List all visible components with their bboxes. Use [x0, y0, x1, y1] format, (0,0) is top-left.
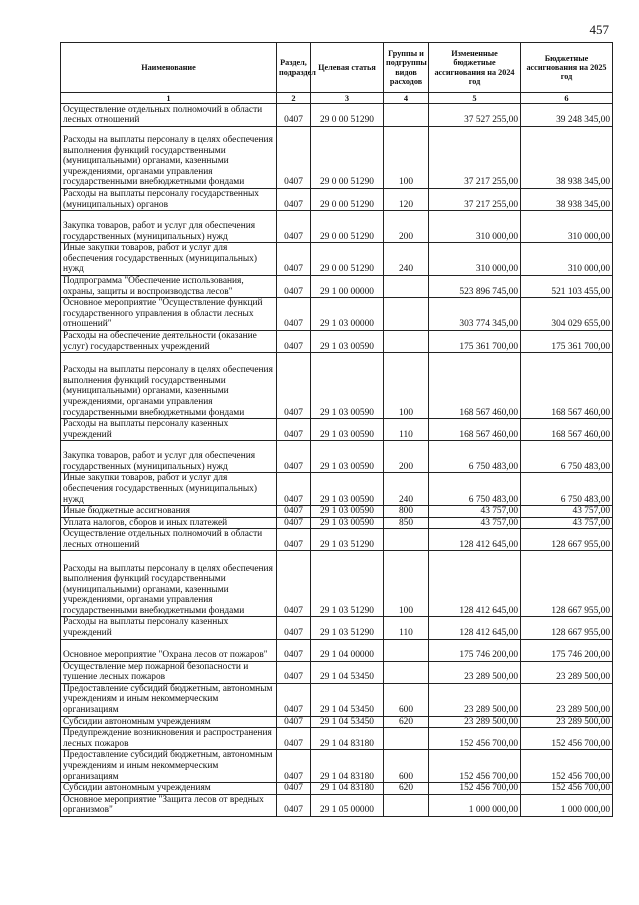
row-name: Подпрограмма "Обеспечение использования, охраны, защиты и воспроизводства лесов" [61, 275, 277, 297]
row-name: Основное мероприятие "Защита лесов от вредных организмов" [61, 794, 277, 816]
row-amount-2024: 303 774 345,00 [429, 298, 521, 331]
row-name: Основное мероприятие "Охрана лесов от пожаров" [61, 639, 277, 661]
row-group: 240 [384, 473, 429, 506]
row-amount-2024: 152 456 700,00 [429, 783, 521, 795]
table-header-row [61, 43, 613, 93]
table-row [61, 728, 613, 750]
row-target: 29 1 03 00590 [311, 441, 384, 473]
row-amount-2025: 128 667 955,00 [521, 617, 613, 639]
row-target: 29 1 03 00000 [311, 298, 384, 331]
row-amount-2024: 152 456 700,00 [429, 728, 521, 750]
row-name: Расходы на выплаты персоналу казенных учреждений [61, 617, 277, 639]
header-amended-2024: Измененные бюджетные ассигнования на 2024 год [429, 43, 521, 93]
row-group: 110 [384, 617, 429, 639]
row-target: 29 1 04 53450 [311, 716, 384, 728]
table-row [61, 419, 613, 441]
table-row [61, 275, 613, 297]
row-section: 0407 [277, 211, 311, 243]
row-name: Субсидии автономным учреждениям [61, 783, 277, 795]
row-amount-2025: 310 000,00 [521, 211, 613, 243]
row-name: Расходы на выплаты персоналу государственных (муниципальных) органов [61, 189, 277, 211]
row-amount-2024: 23 289 500,00 [429, 683, 521, 716]
table-row [61, 330, 613, 352]
row-amount-2025: 43 757,00 [521, 517, 613, 529]
row-section: 0407 [277, 716, 311, 728]
row-group [384, 661, 429, 683]
row-amount-2024: 23 289 500,00 [429, 661, 521, 683]
header-groups: Группы и подгруппы видов расходов [384, 43, 429, 93]
row-target: 29 0 00 51290 [311, 104, 384, 127]
row-target: 29 1 04 53450 [311, 661, 384, 683]
row-target: 29 1 03 00590 [311, 517, 384, 529]
budget-table [60, 42, 613, 817]
row-group [384, 104, 429, 127]
header-name: Наименование [61, 43, 277, 93]
row-amount-2025: 38 938 345,00 [521, 127, 613, 189]
row-name: Осуществление отдельных полномочий в области лесных отношений [61, 104, 277, 127]
row-section: 0407 [277, 353, 311, 419]
row-amount-2024: 175 746 200,00 [429, 639, 521, 661]
row-name: Закупка товаров, работ и услуг для обеспечения государственных (муниципальных) нужд [61, 211, 277, 243]
row-amount-2024: 310 000,00 [429, 211, 521, 243]
row-name: Иные закупки товаров, работ и услуг для обеспечения государственных (муниципальных) нужд [61, 243, 277, 276]
row-section: 0407 [277, 473, 311, 506]
row-amount-2025: 23 289 500,00 [521, 683, 613, 716]
row-target: 29 0 00 51290 [311, 189, 384, 211]
row-target: 29 1 04 00000 [311, 639, 384, 661]
table-row [61, 104, 613, 127]
row-group: 100 [384, 353, 429, 419]
row-name: Расходы на выплаты персоналу в целях обеспечения выполнения функций государственными (муниципальными) органами, казенными учреждениями, органами управления государственными внебюджетными фондами [61, 551, 277, 617]
table-row [61, 529, 613, 551]
row-group: 620 [384, 783, 429, 795]
row-amount-2025: 128 667 955,00 [521, 551, 613, 617]
row-target: 29 0 00 51290 [311, 127, 384, 189]
row-target: 29 1 03 51290 [311, 551, 384, 617]
table-row [61, 441, 613, 473]
table-row [61, 783, 613, 795]
row-name: Закупка товаров, работ и услуг для обеспечения государственных (муниципальных) нужд [61, 441, 277, 473]
row-amount-2025: 168 567 460,00 [521, 353, 613, 419]
row-name: Расходы на выплаты персоналу в целях обеспечения выполнения функций государственными (муниципальными) органами, казенными учреждениями, органами управления государственными внебюджетными фондами [61, 127, 277, 189]
row-name: Предоставление субсидий бюджетным, автономным учреждениям и иным некоммерческим организациям [61, 750, 277, 783]
row-target: 29 0 00 51290 [311, 243, 384, 276]
table-row [61, 211, 613, 243]
row-section: 0407 [277, 783, 311, 795]
row-amount-2024: 43 757,00 [429, 506, 521, 518]
row-amount-2025: 175 746 200,00 [521, 639, 613, 661]
table-row [61, 716, 613, 728]
row-name: Расходы на выплаты персоналу в целях обеспечения выполнения функций государственными (муниципальными) органами, казенными учреждениями, органами управления государственными внебюджетными фондами [61, 353, 277, 419]
row-amount-2024: 175 361 700,00 [429, 330, 521, 352]
row-section: 0407 [277, 750, 311, 783]
column-number: 4 [384, 93, 429, 104]
row-section: 0407 [277, 298, 311, 331]
table-row [61, 794, 613, 816]
row-amount-2024: 1 000 000,00 [429, 794, 521, 816]
row-target: 29 1 03 00590 [311, 353, 384, 419]
column-number: 3 [311, 93, 384, 104]
row-section: 0407 [277, 104, 311, 127]
row-amount-2025: 175 361 700,00 [521, 330, 613, 352]
column-number: 5 [429, 93, 521, 104]
row-amount-2025: 310 000,00 [521, 243, 613, 276]
column-number: 6 [521, 93, 613, 104]
row-amount-2024: 152 456 700,00 [429, 750, 521, 783]
row-amount-2025: 168 567 460,00 [521, 419, 613, 441]
row-group [384, 794, 429, 816]
table-row [61, 473, 613, 506]
row-amount-2025: 152 456 700,00 [521, 783, 613, 795]
row-section: 0407 [277, 419, 311, 441]
table-row [61, 127, 613, 189]
row-target: 29 1 04 83180 [311, 783, 384, 795]
page-number: 457 [589, 22, 609, 37]
row-section: 0407 [277, 639, 311, 661]
row-section: 0407 [277, 617, 311, 639]
table-row [61, 661, 613, 683]
row-amount-2024: 128 412 645,00 [429, 551, 521, 617]
header-target: Целевая статья [311, 43, 384, 93]
row-section: 0407 [277, 127, 311, 189]
table-row [61, 298, 613, 331]
row-section: 0407 [277, 275, 311, 297]
row-amount-2024: 128 412 645,00 [429, 529, 521, 551]
row-target: 29 0 00 51290 [311, 211, 384, 243]
row-group: 600 [384, 683, 429, 716]
row-group: 200 [384, 211, 429, 243]
row-target: 29 1 04 83180 [311, 750, 384, 783]
row-group: 100 [384, 551, 429, 617]
row-name: Иные бюджетные ассигнования [61, 506, 277, 518]
row-name: Расходы на обеспечение деятельности (оказание услуг) государственных учреждений [61, 330, 277, 352]
table-row [61, 750, 613, 783]
table-row [61, 353, 613, 419]
row-amount-2025: 304 029 655,00 [521, 298, 613, 331]
row-group [384, 330, 429, 352]
row-section: 0407 [277, 529, 311, 551]
table-row [61, 617, 613, 639]
row-amount-2025: 38 938 345,00 [521, 189, 613, 211]
row-name: Субсидии автономным учреждениям [61, 716, 277, 728]
row-name: Иные закупки товаров, работ и услуг для обеспечения государственных (муниципальных) нужд [61, 473, 277, 506]
row-name: Основное мероприятие "Осуществление функций государственного управления в области лесных отношений" [61, 298, 277, 331]
row-group: 100 [384, 127, 429, 189]
row-section: 0407 [277, 517, 311, 529]
row-target: 29 1 03 00590 [311, 330, 384, 352]
column-number-row [61, 93, 613, 104]
row-name: Предупреждение возникновения и распространения лесных пожаров [61, 728, 277, 750]
row-group: 200 [384, 441, 429, 473]
header-section: Раздел, подраздел [277, 43, 311, 93]
row-target: 29 1 03 00590 [311, 506, 384, 518]
table-row [61, 639, 613, 661]
row-section: 0407 [277, 506, 311, 518]
row-target: 29 1 05 00000 [311, 794, 384, 816]
table-row [61, 189, 613, 211]
row-target: 29 1 04 53450 [311, 683, 384, 716]
row-amount-2024: 310 000,00 [429, 243, 521, 276]
table-row [61, 506, 613, 518]
row-target: 29 1 03 51290 [311, 617, 384, 639]
row-group: 120 [384, 189, 429, 211]
row-section: 0407 [277, 330, 311, 352]
row-group: 240 [384, 243, 429, 276]
table-row [61, 551, 613, 617]
row-amount-2024: 6 750 483,00 [429, 473, 521, 506]
row-group [384, 728, 429, 750]
row-amount-2024: 43 757,00 [429, 517, 521, 529]
table-row [61, 517, 613, 529]
table-row [61, 243, 613, 276]
row-section: 0407 [277, 551, 311, 617]
header-budget-2025: Бюджетные ассигнования на 2025 год [521, 43, 613, 93]
row-group [384, 639, 429, 661]
row-amount-2024: 37 217 255,00 [429, 189, 521, 211]
row-group [384, 275, 429, 297]
row-amount-2025: 39 248 345,00 [521, 104, 613, 127]
row-section: 0407 [277, 728, 311, 750]
row-amount-2024: 6 750 483,00 [429, 441, 521, 473]
row-group: 800 [384, 506, 429, 518]
row-target: 29 1 03 00590 [311, 419, 384, 441]
row-name: Предоставление субсидий бюджетным, автономным учреждениям и иным некоммерческим организациям [61, 683, 277, 716]
row-name: Уплата налогов, сборов и иных платежей [61, 517, 277, 529]
row-amount-2024: 37 217 255,00 [429, 127, 521, 189]
row-amount-2024: 37 527 255,00 [429, 104, 521, 127]
row-target: 29 1 03 51290 [311, 529, 384, 551]
row-group: 110 [384, 419, 429, 441]
row-amount-2025: 152 456 700,00 [521, 750, 613, 783]
column-number: 2 [277, 93, 311, 104]
row-amount-2025: 521 103 455,00 [521, 275, 613, 297]
row-amount-2025: 152 456 700,00 [521, 728, 613, 750]
column-number: 1 [61, 93, 277, 104]
row-amount-2025: 1 000 000,00 [521, 794, 613, 816]
row-amount-2025: 23 289 500,00 [521, 716, 613, 728]
row-group: 620 [384, 716, 429, 728]
row-amount-2024: 168 567 460,00 [429, 353, 521, 419]
row-target: 29 1 04 83180 [311, 728, 384, 750]
row-group [384, 529, 429, 551]
row-amount-2025: 128 667 955,00 [521, 529, 613, 551]
row-section: 0407 [277, 189, 311, 211]
row-group [384, 298, 429, 331]
row-section: 0407 [277, 683, 311, 716]
row-amount-2025: 23 289 500,00 [521, 661, 613, 683]
row-group: 850 [384, 517, 429, 529]
row-name: Осуществление отдельных полномочий в области лесных отношений [61, 529, 277, 551]
row-amount-2025: 43 757,00 [521, 506, 613, 518]
table-row [61, 683, 613, 716]
row-section: 0407 [277, 661, 311, 683]
row-amount-2025: 6 750 483,00 [521, 441, 613, 473]
row-section: 0407 [277, 794, 311, 816]
row-group: 600 [384, 750, 429, 783]
row-amount-2024: 168 567 460,00 [429, 419, 521, 441]
row-name: Расходы на выплаты персоналу казенных учреждений [61, 419, 277, 441]
row-section: 0407 [277, 441, 311, 473]
row-amount-2024: 523 896 745,00 [429, 275, 521, 297]
row-name: Осуществление мер пожарной безопасности и тушение лесных пожаров [61, 661, 277, 683]
row-amount-2025: 6 750 483,00 [521, 473, 613, 506]
row-amount-2024: 128 412 645,00 [429, 617, 521, 639]
row-target: 29 1 00 00000 [311, 275, 384, 297]
row-amount-2024: 23 289 500,00 [429, 716, 521, 728]
row-target: 29 1 03 00590 [311, 473, 384, 506]
row-section: 0407 [277, 243, 311, 276]
